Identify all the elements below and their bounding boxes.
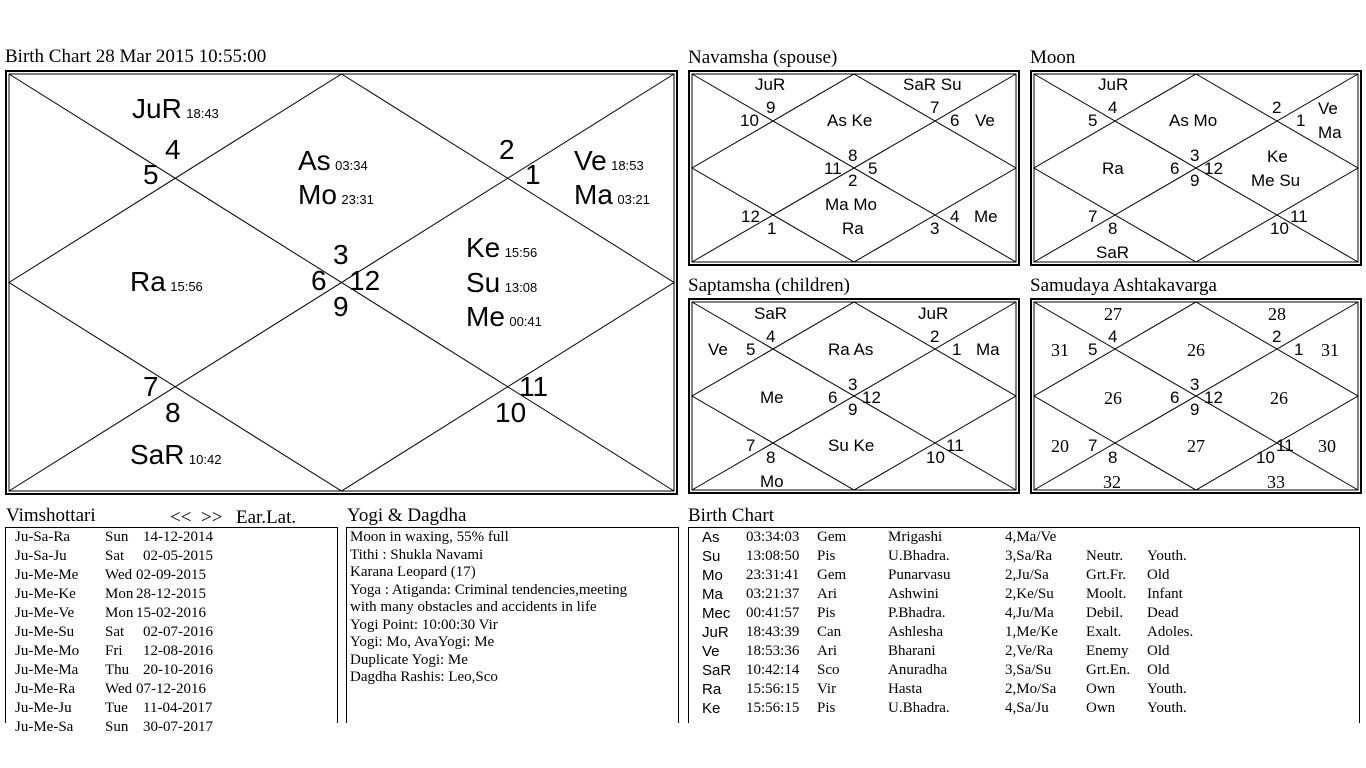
- yogi-info-line: Dagdha Rashis: Leo,Sco: [350, 669, 498, 685]
- dasha-day: Tue: [105, 700, 128, 716]
- planet-cell: Mo: [702, 567, 723, 584]
- dasha-date: 02-09-2015: [136, 567, 206, 583]
- sign-number: 10: [740, 111, 759, 130]
- prev-period-button[interactable]: <<: [170, 507, 192, 528]
- dasha-date: 20-10-2016: [143, 662, 213, 678]
- planet-row[interactable]: [689, 642, 1357, 661]
- pada-cell: 2,Mo/Sa: [1005, 681, 1057, 697]
- bindu-value: 26: [1104, 388, 1122, 408]
- dasha-day: Sun: [105, 529, 129, 545]
- planet-jupiter[interactable]: JuR 18:43: [132, 93, 219, 124]
- relation-cell: Debil.: [1086, 605, 1124, 621]
- planet-row[interactable]: [689, 699, 1357, 718]
- ear-lat-button[interactable]: Ear.Lat.: [236, 507, 297, 528]
- dasha-date: 28-12-2015: [136, 586, 206, 602]
- dasha-row[interactable]: [6, 718, 336, 737]
- house-planets: JuR: [918, 304, 949, 323]
- sign-number: 10: [495, 397, 527, 428]
- pada-cell: 3,Sa/Su: [1005, 662, 1052, 678]
- dasha-row[interactable]: [6, 566, 336, 585]
- dasha-row[interactable]: [6, 623, 336, 642]
- saptamsha-lines: [690, 300, 1018, 492]
- dasha-date: 02-07-2016: [143, 624, 213, 640]
- yogi-info-line: Yogi: Mo, AvaYogi: Me: [350, 634, 495, 650]
- yogi-info-line: Yogi Point: 10:00:30 Vir: [350, 616, 498, 633]
- moon-chart-lines: [1032, 72, 1360, 264]
- planet-cell: SaR: [702, 662, 732, 679]
- degree-cell: 18:53:36: [746, 643, 800, 659]
- avastha-cell: Dead: [1147, 605, 1179, 621]
- vimshottari-title: Vimshottari: [6, 505, 96, 526]
- yogi-info-line: Tithi : Shukla Navami: [350, 546, 484, 563]
- sign-cell: Gem: [817, 529, 847, 545]
- sign-cell: Ari: [817, 586, 837, 602]
- nakshatra-cell: Anuradha: [888, 662, 948, 678]
- house-planets: Ma: [1318, 123, 1342, 142]
- sign-number: 7: [930, 98, 940, 117]
- sign-number: 12: [862, 388, 881, 407]
- dasha-day: Sun: [105, 719, 129, 735]
- sign-number: 10: [1270, 219, 1289, 238]
- degree-cell: 13:08:50: [746, 548, 800, 564]
- dasha-day: Fri: [105, 643, 123, 659]
- saptamsha-chart[interactable]: [688, 298, 1020, 494]
- sign-number: 3: [1190, 146, 1200, 165]
- pada-cell: 4,Sa/Ju: [1005, 700, 1049, 716]
- dasha-row[interactable]: [6, 699, 336, 718]
- planet-ascendant[interactable]: As 03:34: [298, 145, 368, 176]
- samudaya-chart[interactable]: [1030, 298, 1362, 494]
- relation-cell: Moolt.: [1086, 586, 1127, 602]
- dasha-date: 15-02-2016: [136, 605, 206, 621]
- avastha-cell: Youth.: [1147, 700, 1187, 716]
- sign-number: 5: [868, 159, 878, 178]
- bindu-value: 26: [1187, 340, 1205, 360]
- dasha-date: 07-12-2016: [136, 681, 206, 697]
- planet-row[interactable]: [689, 528, 1357, 547]
- sign-number: 7: [746, 436, 756, 455]
- house-planets: SaR: [1096, 243, 1130, 262]
- sign-number: 10: [1256, 448, 1275, 467]
- avastha-cell: Old: [1147, 662, 1170, 678]
- planet-rahu[interactable]: Ra 15:56: [130, 266, 203, 297]
- pada-cell: 4,Ju/Ma: [1005, 605, 1054, 621]
- dasha-period: Ju-Me-Ma: [15, 662, 79, 678]
- house-planets: JuR: [755, 75, 786, 94]
- degree-cell: 18:43:39: [746, 624, 800, 640]
- planet-cell: Ve: [702, 643, 720, 660]
- dasha-row[interactable]: [6, 528, 336, 547]
- planet-cell: Mec: [702, 605, 731, 622]
- sign-number: 8: [1108, 219, 1118, 238]
- sign-number: 2: [848, 171, 858, 190]
- dasha-day: Mon: [105, 586, 134, 602]
- degree-cell: 03:21:37: [746, 586, 800, 602]
- sign-number: 4: [766, 327, 776, 346]
- dasha-day: Wed: [105, 567, 133, 583]
- relation-cell: Exalt.: [1086, 624, 1122, 640]
- sign-number: 8: [766, 448, 776, 467]
- sign-number: 9: [766, 98, 776, 117]
- dasha-date: 30-07-2017: [143, 719, 213, 735]
- degree-cell: 03:34:03: [746, 529, 800, 545]
- sign-number: 12: [1204, 159, 1223, 178]
- sign-cell: Pis: [817, 548, 836, 564]
- sign-number: 5: [1088, 340, 1098, 359]
- samudaya-title: Samudaya Ashtakavarga: [1030, 275, 1217, 296]
- planet-cell: JuR: [702, 624, 729, 641]
- dasha-period: Ju-Me-Ve: [15, 605, 75, 621]
- dasha-row[interactable]: [6, 547, 336, 566]
- dasha-period: Ju-Me-Mo: [15, 643, 80, 659]
- pada-cell: 1,Me/Ke: [1005, 624, 1058, 640]
- planet-saturn[interactable]: SaR 10:42: [130, 439, 222, 470]
- bindu-value: 20: [1051, 436, 1069, 456]
- sign-number: 6: [1170, 159, 1180, 178]
- sign-number: 7: [1088, 207, 1098, 226]
- yogi-info-line: with many obstacles and accidents in life: [350, 599, 597, 615]
- sign-number: 8: [165, 397, 181, 428]
- sign-number: 2: [930, 327, 940, 346]
- dasha-period: Ju-Me-Ra: [15, 681, 75, 697]
- sign-number: 4: [165, 134, 181, 165]
- sign-number: 9: [1190, 400, 1200, 419]
- house-planets: Ve: [1318, 99, 1338, 118]
- dasha-period: Ju-Sa-Ra: [15, 529, 70, 545]
- sign-number: 3: [333, 239, 349, 270]
- sign-number: 9: [333, 291, 349, 322]
- bindu-value: 30: [1318, 436, 1336, 456]
- avastha-cell: Youth.: [1147, 548, 1187, 564]
- planet-cell: Su: [702, 548, 721, 565]
- relation-cell: Enemy: [1086, 643, 1129, 659]
- sign-number: 1: [1296, 111, 1306, 130]
- house-planets: JuR: [1098, 75, 1129, 94]
- house-planets: Ve: [708, 340, 728, 359]
- navamsha-chart[interactable]: [688, 70, 1020, 266]
- sign-number: 4: [950, 207, 960, 226]
- house-planets: SaR Su: [903, 75, 962, 94]
- sign-number: 3: [1190, 375, 1200, 394]
- planet-cell: Ra: [702, 681, 722, 698]
- relation-cell: Own: [1086, 700, 1116, 716]
- planet-moon[interactable]: Mo 23:31: [298, 179, 374, 210]
- sign-number: 11: [1276, 436, 1294, 455]
- sign-number: 4: [1108, 327, 1118, 346]
- yogi-info-line: Karana Leopard (17): [350, 564, 476, 580]
- sign-cell: Sco: [817, 662, 840, 678]
- sign-number: 11: [1290, 207, 1308, 226]
- planet-row[interactable]: [689, 623, 1357, 642]
- planet-mercury[interactable]: Me 00:41: [466, 301, 542, 332]
- sign-number: 10: [926, 448, 945, 467]
- house-planets: As Mo: [1169, 111, 1218, 130]
- moon-chart[interactable]: [1030, 70, 1362, 266]
- sign-number: 8: [1108, 448, 1118, 467]
- house-planets: Me: [974, 207, 998, 226]
- relation-cell: Grt.Fr.: [1086, 567, 1127, 583]
- house-planets: Ke: [1267, 147, 1288, 166]
- house-planets: Ra As: [828, 340, 874, 359]
- pada-cell: 2,Ju/Sa: [1005, 567, 1049, 583]
- sign-number: 1: [1294, 340, 1304, 359]
- house-planets: Me Su: [1251, 171, 1301, 190]
- sign-number: 6: [828, 388, 838, 407]
- dasha-row[interactable]: [6, 661, 336, 680]
- pada-cell: 3,Sa/Ra: [1005, 548, 1053, 564]
- pada-cell: 4,Ma/Ve: [1005, 529, 1057, 545]
- dasha-row[interactable]: [6, 585, 336, 604]
- dasha-period: Ju-Me-Ke: [15, 586, 76, 602]
- relation-cell: Grt.En.: [1086, 662, 1131, 678]
- yogi-info-line: Moon in waxing, 55% full: [350, 529, 509, 545]
- avastha-cell: Old: [1147, 643, 1170, 659]
- sign-number: 2: [1272, 98, 1282, 117]
- house-planets: SaR: [754, 304, 788, 323]
- nakshatra-cell: Ashwini: [888, 586, 939, 602]
- sign-number: 12: [349, 265, 381, 296]
- sign-cell: Ari: [817, 643, 837, 659]
- bindu-value: 31: [1051, 340, 1069, 360]
- sign-cell: Vir: [817, 681, 837, 697]
- sign-number: 7: [143, 371, 159, 402]
- sign-number: 5: [746, 340, 756, 359]
- relation-cell: Own: [1086, 681, 1116, 697]
- dasha-day: Sat: [105, 548, 125, 564]
- sign-number: 11: [946, 436, 964, 455]
- dasha-period: Ju-Me-Sa: [15, 719, 74, 735]
- sign-number: 6: [950, 111, 960, 130]
- planet-ketu[interactable]: Ke 15:56: [466, 232, 538, 263]
- planet-row[interactable]: [689, 680, 1357, 699]
- degree-cell: 23:31:41: [746, 567, 800, 583]
- planet-row[interactable]: [689, 661, 1357, 680]
- birth-chart[interactable]: [5, 70, 678, 495]
- sign-number: 3: [930, 219, 940, 238]
- avastha-cell: Youth.: [1147, 681, 1187, 697]
- planet-sun[interactable]: Su 13:08: [466, 267, 538, 298]
- sign-number: 5: [143, 159, 159, 190]
- vimshottari-panel[interactable]: [5, 527, 338, 735]
- sign-cell: Gem: [817, 567, 847, 583]
- moon-chart-title: Moon: [1030, 47, 1076, 68]
- nakshatra-cell: U.Bhadra.: [888, 700, 950, 716]
- planet-row[interactable]: [689, 604, 1357, 623]
- dasha-period: Ju-Me-Su: [15, 624, 75, 640]
- bindu-value: 27: [1104, 304, 1122, 324]
- pada-cell: 2,Ke/Su: [1005, 586, 1054, 602]
- planet-cell: Ma: [702, 586, 723, 603]
- degree-cell: 00:41:57: [746, 605, 800, 621]
- sign-number: 6: [1170, 388, 1180, 407]
- yogi-info-line: Duplicate Yogi: Me: [350, 651, 468, 668]
- planet-row[interactable]: [689, 566, 1357, 585]
- navamsha-title: Navamsha (spouse): [688, 47, 838, 68]
- sign-number: 2: [499, 134, 515, 165]
- planet-row[interactable]: [689, 547, 1357, 566]
- bindu-value: 26: [1270, 388, 1288, 408]
- nakshatra-cell: P.Bhadra.: [888, 605, 946, 621]
- dasha-date: 11-04-2017: [143, 700, 213, 716]
- house-planets: Ma Mo: [825, 195, 877, 214]
- house-planets: Su Ke: [828, 436, 875, 455]
- sign-number: 5: [1088, 111, 1098, 130]
- house-planets: Ma: [976, 340, 1000, 359]
- planet-cell: Ke: [702, 700, 721, 717]
- nakshatra-cell: Bharani: [888, 643, 936, 659]
- bindu-value: 27: [1187, 436, 1205, 456]
- birth-chart-title: Birth Chart 28 Mar 2015 10:55:00: [5, 46, 267, 67]
- dasha-day: Wed: [105, 681, 133, 697]
- avastha-cell: Infant: [1147, 586, 1183, 602]
- planet-venus[interactable]: Ve 18:53: [574, 145, 644, 176]
- house-planets: Ra: [842, 219, 864, 238]
- nakshatra-cell: Ashlesha: [888, 624, 943, 640]
- nakshatra-cell: Hasta: [888, 681, 923, 697]
- dasha-day: Sat: [105, 624, 125, 640]
- house-planets: Me: [760, 388, 784, 407]
- samudaya-lines: [1032, 300, 1360, 492]
- nakshatra-cell: U.Bhadra.: [888, 548, 950, 564]
- dasha-period: Ju-Me-Me: [15, 567, 79, 583]
- avastha-cell: Adoles.: [1147, 624, 1194, 640]
- dasha-day: Thu: [105, 662, 130, 678]
- sign-number: 3: [848, 375, 858, 394]
- sign-number: 1: [767, 219, 777, 238]
- nakshatra-cell: Punarvasu: [888, 567, 951, 583]
- sign-number: 6: [311, 265, 327, 296]
- house-planets: Mo: [760, 472, 784, 491]
- planet-mars[interactable]: Ma 03:21: [574, 179, 650, 210]
- yogi-dagdha-title: Yogi & Dagdha: [347, 505, 467, 526]
- dasha-date: 14-12-2014: [143, 529, 213, 545]
- dasha-row[interactable]: [6, 642, 336, 661]
- dasha-period: Ju-Sa-Ju: [15, 548, 67, 564]
- house-planets: As Ke: [827, 111, 873, 130]
- bindu-value: 33: [1267, 472, 1285, 492]
- dasha-day: Mon: [105, 605, 134, 621]
- avastha-cell: Old: [1147, 567, 1170, 583]
- sign-cell: Pis: [817, 700, 836, 716]
- bindu-value: 31: [1321, 340, 1339, 360]
- sign-number: 2: [1272, 327, 1282, 346]
- planet-cell: As: [702, 529, 720, 546]
- nakshatra-cell: Mrigashi: [888, 529, 943, 545]
- bindu-value: 28: [1268, 304, 1286, 324]
- sign-number: 1: [952, 340, 962, 359]
- degree-cell: 15:56:15: [746, 681, 800, 697]
- relation-cell: Neutr.: [1086, 548, 1124, 564]
- dasha-row[interactable]: [6, 604, 336, 623]
- house-planets: Ve: [975, 111, 995, 130]
- yogi-dagdha-panel: [346, 527, 679, 723]
- sign-number: 4: [1108, 98, 1118, 117]
- degree-cell: 15:56:15: [746, 700, 800, 716]
- dasha-date: 12-08-2016: [143, 643, 213, 659]
- dasha-period: Ju-Me-Ju: [15, 700, 72, 716]
- dasha-date: 02-05-2015: [143, 548, 213, 564]
- birth-table-title: Birth Chart: [688, 505, 775, 526]
- dasha-row[interactable]: [6, 680, 336, 699]
- planet-row[interactable]: [689, 585, 1357, 604]
- sign-number: 9: [848, 400, 858, 419]
- birth-chart-lines: [7, 72, 676, 493]
- sign-number: 11: [519, 371, 549, 402]
- next-period-button[interactable]: >>: [201, 507, 223, 528]
- degree-cell: 10:42:14: [746, 662, 800, 678]
- saptamsha-title: Saptamsha (children): [688, 275, 850, 296]
- sign-number: 1: [525, 159, 541, 190]
- sign-number: 9: [1190, 171, 1200, 190]
- birth-table-panel[interactable]: [688, 527, 1360, 723]
- sign-number: 12: [741, 207, 760, 226]
- sign-number: 7: [1088, 436, 1098, 455]
- sign-cell: Pis: [817, 605, 836, 621]
- sign-cell: Can: [817, 624, 842, 640]
- yogi-info-line: Yoga : Atiganda: Criminal tendencies,meeting: [350, 581, 628, 598]
- sign-number: 8: [848, 146, 858, 165]
- house-planets: Ra: [1102, 159, 1124, 178]
- sign-number: 11: [824, 159, 842, 178]
- bindu-value: 32: [1103, 472, 1121, 492]
- pada-cell: 2,Ve/Ra: [1005, 643, 1053, 659]
- sign-number: 12: [1204, 388, 1223, 407]
